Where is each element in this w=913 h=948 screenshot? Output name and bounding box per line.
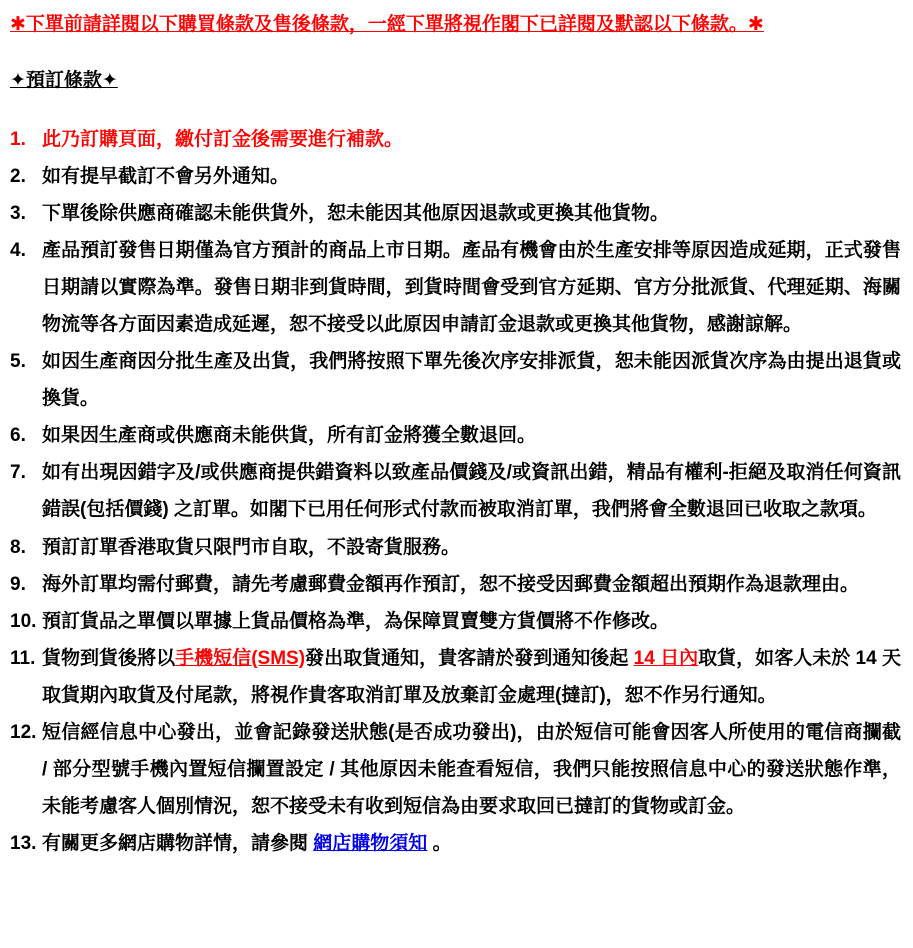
term-number: 4. xyxy=(10,240,26,262)
term-text xyxy=(42,454,901,528)
term-number: 11. xyxy=(10,647,36,669)
section-title: ✦預訂條款✦ xyxy=(10,70,118,92)
plain-text: 取貨，如客人未於 14 天取貨期內取貨及付尾款，將視作貴客取消訂單及放棄訂金處理(撻訂)，恕不作另行通知。 xyxy=(42,647,901,706)
plain-text: 有關更多網店購物詳情，請參閱 xyxy=(42,832,314,854)
plain-text: 短信經信息中心發出，並會記錄發送狀態(是否成功發出)，由於短信可能會因客人所使用的電信商攔截 / 部分型號手機內置短信攔置設定 / 其他原因未能查看短信，我們只能按照信息中心的發送狀態作準，未能考慮客人個別情況，恕不接受未有收到短信為由要求取回已撻訂的貨物或訂金。 xyxy=(42,721,901,817)
term-text xyxy=(42,603,901,640)
plain-text: 如有提早截訂不會另外通知。 xyxy=(42,166,290,188)
term-item-9 xyxy=(10,566,901,603)
term-number: 13. xyxy=(10,832,37,854)
highlight-text: 手機短信(SMS) xyxy=(175,647,306,669)
terms-list xyxy=(10,121,901,862)
term-item-4 xyxy=(10,232,901,343)
plain-text: 產品預訂發售日期僅為官方預計的商品上市日期。產品有機會由於生產安排等原因造成延期，正式發售日期請以實際為準。發售日期非到貨時間，到貨時間會受到官方延期、官方分批派貨、代理延期、海關物流等各方面因素造成延遲，恕不接受以此原因申請訂金退款或更換其他貨物，感謝諒解。 xyxy=(42,240,901,336)
plain-text: 預訂貨品之單價以單據上貨品價格為準，為保障買賣雙方貨價將不作修改。 xyxy=(42,610,670,632)
plain-text: 下單後除供應商確認未能供貨外，恕未能因其他原因退款或更換其他貨物。 xyxy=(42,203,670,225)
term-number: 9. xyxy=(10,573,26,595)
warning-header: ✱下單前請詳閱以下購買條款及售後條款，一經下單將視作閣下已詳閱及默認以下條款。✱ xyxy=(10,14,764,35)
highlight-text: 此乃訂購頁面，繳付訂金後需要進行補款。 xyxy=(42,128,404,150)
term-number: 3. xyxy=(10,203,26,225)
shop-guide-link[interactable]: 網店購物須知 xyxy=(313,832,428,854)
term-item-13 xyxy=(10,825,901,862)
term-text xyxy=(42,566,901,603)
term-text xyxy=(42,529,901,566)
plain-text: 貨物到貨後將以 xyxy=(42,647,176,669)
term-number: 5. xyxy=(10,351,26,373)
term-text xyxy=(42,640,901,714)
term-number: 7. xyxy=(10,462,26,484)
term-item-8 xyxy=(10,529,901,566)
term-text xyxy=(42,195,901,232)
term-item-5 xyxy=(10,343,901,417)
plain-text: 如有出現因錯字及/或供應商提供錯資料以致產品價錢及/或資訊出錯，精品有權利-拒絕及取消任何資訊錯誤(包括價錢) 之訂單。如閣下已用任何形式付款而被取消訂單，我們將會全數退回已收取之款項。 xyxy=(42,462,901,521)
term-text xyxy=(42,121,901,158)
term-text xyxy=(42,714,901,825)
term-text xyxy=(42,825,901,862)
term-text xyxy=(42,417,901,454)
term-item-10 xyxy=(10,603,901,640)
plain-text: 。 xyxy=(427,832,452,854)
term-number: 10. xyxy=(10,610,37,632)
term-item-11 xyxy=(10,640,901,714)
term-item-12 xyxy=(10,714,901,825)
plain-text: 如果因生產商或供應商未能供貨，所有訂金將獲全數退回。 xyxy=(42,425,537,447)
term-item-3 xyxy=(10,195,901,232)
plain-text: 預訂訂單香港取貨只限門市自取，不設寄貨服務。 xyxy=(42,536,461,558)
term-item-1 xyxy=(10,121,901,158)
term-number: 2. xyxy=(10,166,26,188)
term-number: 12. xyxy=(10,721,37,743)
term-number: 6. xyxy=(10,425,26,447)
term-text xyxy=(42,232,901,343)
highlight-text: 14 日內 xyxy=(633,647,699,669)
term-text xyxy=(42,158,901,195)
term-number: 8. xyxy=(10,536,26,558)
plain-text: 海外訂單均需付郵費，請先考慮郵費金額再作預訂，恕不接受因郵費金額超出預期作為退款理由。 xyxy=(42,573,860,595)
plain-text: 如因生產商因分批生產及出貨，我們將按照下單先後次序安排派貨，恕未能因派貨次序為由提出退貨或換貨。 xyxy=(42,351,901,410)
term-text xyxy=(42,343,901,417)
term-item-7 xyxy=(10,454,901,528)
term-item-2 xyxy=(10,158,901,195)
term-number: 1. xyxy=(10,128,26,150)
plain-text: 發出取貨通知，貴客請於發到通知後起 xyxy=(305,647,634,669)
term-item-6 xyxy=(10,417,901,454)
